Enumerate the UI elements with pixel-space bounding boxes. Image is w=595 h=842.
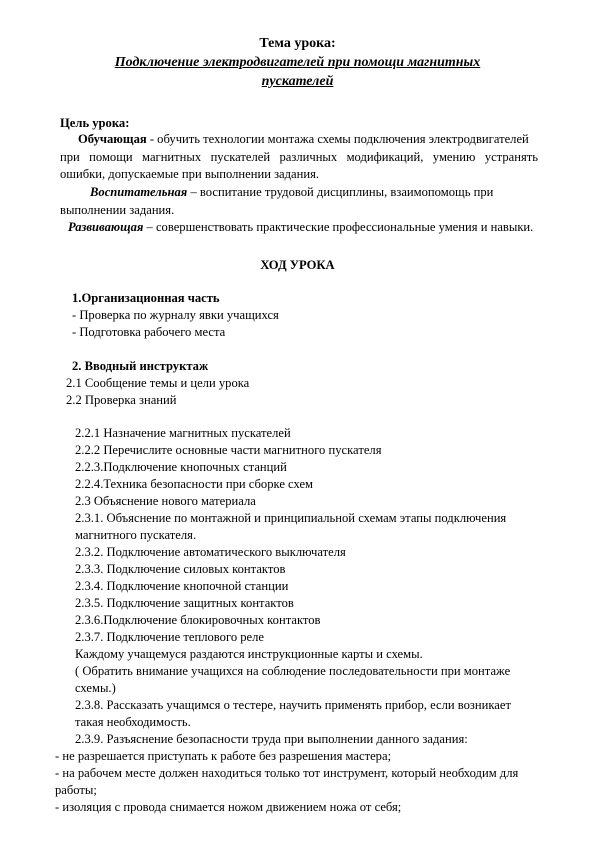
- lesson-progress-heading: ХОД УРОКА: [260, 258, 335, 272]
- subtitle-text: Подключение электродвигателей при помощи магнитных: [114, 55, 481, 70]
- list-item: 2.3.8. Рассказать учащимся о тестере, научить применять прибор, если возникает: [75, 698, 511, 712]
- subtitle-text: пускателей: [261, 74, 334, 89]
- teaching-goal-line2: при помощи магнитных пускателей различных модификаций, умению устранять: [60, 150, 538, 164]
- developing-goal: [68, 219, 533, 235]
- safety-rule: - изоляция с провода снимается ножом движением ножа от себя;: [55, 800, 402, 814]
- teaching-goal-line1: [78, 131, 538, 147]
- teaching-goal-line3: ошибки, допускаемые при выполнении задания.: [60, 167, 320, 181]
- lesson-topic-title: Тема урока:: [259, 36, 336, 51]
- list-item: 2.2.4.Техника безопасности при сборке схем: [75, 477, 314, 491]
- list-item: такая необходимость.: [75, 715, 191, 729]
- safety-rule: - не разрешается приступать к работе без разрешения мастера;: [55, 749, 392, 763]
- list-item: 2.3.2. Подключение автоматического выключателя: [75, 545, 346, 559]
- teaching-goal-label: Обучающая: [78, 132, 147, 146]
- teaching-goal-text: - обучить технологии монтажа схемы подключения электродвигателей: [146, 132, 529, 146]
- list-item: схемы.): [75, 681, 116, 695]
- safety-rule: - на рабочем месте должен находиться только тот инструмент, который необходим для: [55, 766, 519, 780]
- list-item: 2.3.5. Подключение защитных контактов: [75, 596, 294, 610]
- list-item: - Проверка по журналу явки учащихся: [72, 308, 279, 322]
- list-item: 2.3.4. Подключение кнопочной станции: [75, 579, 289, 593]
- list-item: 2.2.1 Назначение магнитных пускателей: [75, 426, 291, 440]
- upbringing-goal-line2: выполнении задания.: [60, 203, 175, 217]
- list-item: 2.3.9. Разъяснение безопасности труда при выполнении данного задания:: [75, 732, 468, 746]
- developing-goal-text: – совершенствовать практические профессиональные умения и навыки.: [143, 220, 534, 234]
- list-item: 2.1 Сообщение темы и цели урока: [66, 376, 250, 390]
- lesson-topic-subtitle-line2: [0, 74, 595, 90]
- section-organizational: 1.Организационная часть: [72, 291, 220, 305]
- developing-goal-label: Развивающая: [68, 220, 144, 234]
- list-item: 2.2.3.Подключение кнопочных станций: [75, 460, 287, 474]
- section-introductory-briefing: 2. Вводный инструктаж: [72, 359, 209, 373]
- list-item: 2.2.2 Перечислите основные части магнитного пускателя: [75, 443, 382, 457]
- lesson-topic-subtitle-line1: [0, 55, 595, 71]
- list-item: Каждому учащемуся раздаются инструкционные карты и схемы.: [75, 647, 423, 661]
- list-item: 2.3.1. Объяснение по монтажной и принципиальной схемам этапы подключения: [75, 511, 507, 525]
- upbringing-goal-label: Воспитательная: [90, 185, 188, 199]
- upbringing-goal-text: – воспитание трудовой дисциплины, взаимопомощь при: [187, 185, 494, 199]
- list-item: 2.3.3. Подключение силовых контактов: [75, 562, 286, 576]
- list-item: 2.3 Объяснение нового материала: [75, 494, 256, 508]
- list-item: магнитного пускателя.: [75, 528, 197, 542]
- safety-rule: работы;: [55, 783, 97, 797]
- list-item: - Подготовка рабочего места: [72, 325, 226, 339]
- upbringing-goal-line1: [90, 184, 538, 200]
- list-item: ( Обратить внимание учащихся на соблюдение последовательности при монтаже: [75, 664, 511, 678]
- list-item: 2.3.7. Подключение теплового реле: [75, 630, 265, 644]
- list-item: 2.2 Проверка знаний: [66, 393, 177, 407]
- goals-heading: Цель урока:: [60, 116, 130, 130]
- list-item: 2.3.6.Подключение блокировочных контактов: [75, 613, 321, 627]
